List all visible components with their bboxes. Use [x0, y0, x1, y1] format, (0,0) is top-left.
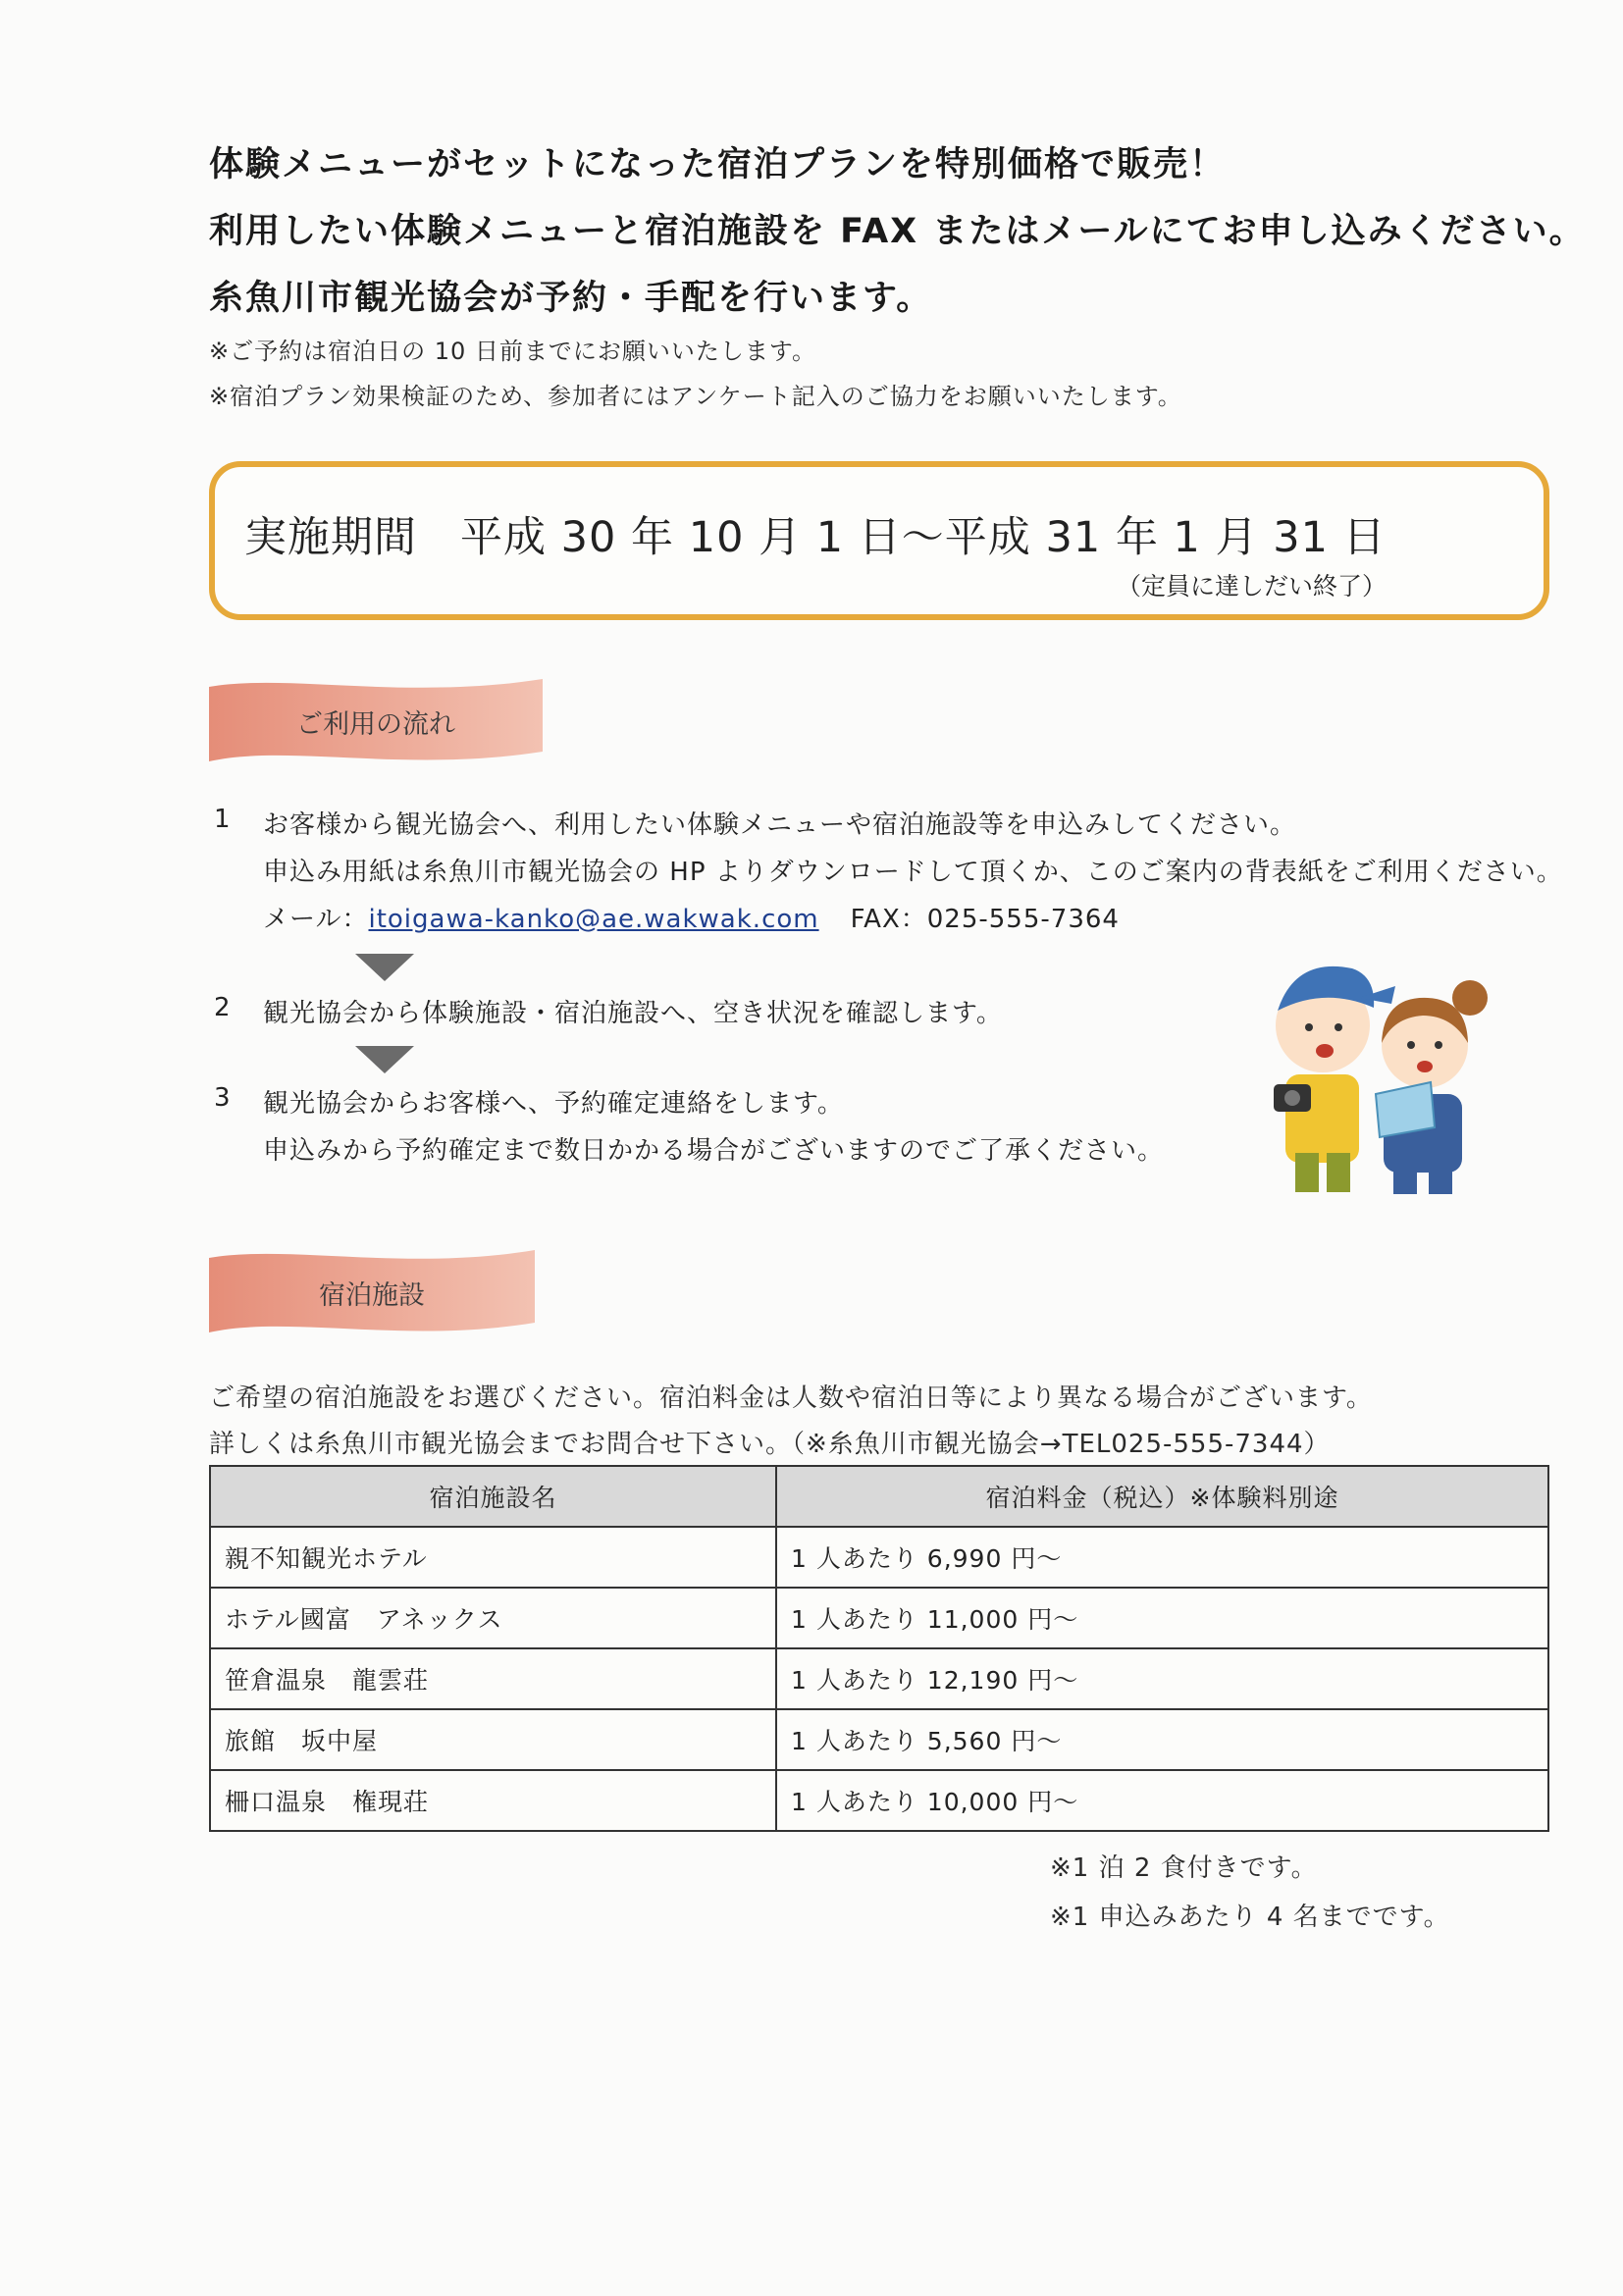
step-3-line-2: 申込みから予約確定まで数日かかる場合がございますのでご了承ください。 [263, 1136, 1165, 1166]
table-header-row [210, 1466, 1548, 1527]
table-row [210, 1648, 1548, 1709]
lodging-heading-ribbon [209, 1244, 535, 1338]
hotel-price: 1 人あたり 12,190 円～ [776, 1648, 1548, 1709]
headline-2: 利用したい体験メニューと宿泊施設を FAX またはメールにてお申し込みください。 [209, 212, 1586, 251]
hotel-name: ホテル國富 アネックス [210, 1588, 776, 1648]
step-2-number: 2 [214, 993, 231, 1022]
headline-1: 体験メニューがセットになった宿泊プランを特別価格で販売！ [209, 145, 1227, 184]
note-survey: ※宿泊プラン効果検証のため、参加者にはアンケート記入のご協力をお願いいたします。 [209, 383, 1182, 410]
hotel-price: 1 人あたり 6,990 円～ [776, 1527, 1548, 1588]
hotel-price: 1 人あたり 11,000 円～ [776, 1588, 1548, 1648]
column-header-price: 宿泊料金（税込）※体験料別途 [776, 1466, 1548, 1527]
period-box [209, 461, 1549, 620]
arrow-down-icon [355, 954, 414, 981]
period-capacity-note: （定員に達しだい終了） [1116, 572, 1387, 600]
lodging-table [209, 1465, 1549, 1832]
step-2-line-1: 観光協会から体験施設・宿泊施設へ、空き状況を確認します。 [263, 999, 1003, 1028]
mail-link[interactable]: itoigawa-kanko@ae.wakwak.com [368, 905, 819, 934]
lodging-heading: 宿泊施設 [319, 1280, 425, 1311]
contact-line [263, 899, 1120, 935]
step-1-number: 1 [214, 805, 231, 834]
hotel-name: 旅館 坂中屋 [210, 1709, 776, 1770]
footnote-limit: ※1 申込みあたり 4 名までです。 [1050, 1903, 1450, 1932]
hotel-name: 親不知観光ホテル [210, 1527, 776, 1588]
lodging-intro-2: 詳しくは糸魚川市観光協会までお問合せ下さい。（※糸魚川市観光協会→TEL025-555-7344） [209, 1430, 1331, 1459]
table-row [210, 1770, 1548, 1831]
mail-label: メール： [263, 905, 369, 934]
note-reservation: ※ご予約は宿泊日の 10 日前までにお願いいたします。 [209, 338, 816, 365]
lodging-intro-1: ご希望の宿泊施設をお選びください。宿泊料金は人数や宿泊日等により異なる場合がございます。 [209, 1383, 1373, 1413]
step-3-line-1: 観光協会からお客様へ、予約確定連絡をします。 [263, 1089, 844, 1119]
table-row [210, 1588, 1548, 1648]
step-1-line-1: お客様から観光協会へ、利用したい体験メニューや宿泊施設等を申込みしてください。 [263, 810, 1297, 840]
table-row [210, 1527, 1548, 1588]
flow-heading-ribbon [209, 673, 543, 767]
tourists-illustration [1266, 917, 1511, 1202]
flow-heading: ご利用の流れ [296, 709, 455, 740]
hotel-name: 柵口温泉 権現荘 [210, 1770, 776, 1831]
fax-number: FAX：025-555-7364 [850, 905, 1120, 934]
hotel-price: 1 人あたり 10,000 円～ [776, 1770, 1548, 1831]
footnote-meals: ※1 泊 2 食付きです。 [1050, 1853, 1318, 1883]
step-3-number: 3 [214, 1083, 231, 1113]
hotel-name: 笹倉温泉 龍雲荘 [210, 1648, 776, 1709]
column-header-name: 宿泊施設名 [210, 1466, 776, 1527]
tourists-icon [1266, 917, 1511, 1202]
hotel-price: 1 人あたり 5,560 円～ [776, 1709, 1548, 1770]
step-1-line-2: 申込み用紙は糸魚川市観光協会の HP よりダウンロードして頂くか、このご案内の背表紙をご利用ください。 [263, 858, 1563, 887]
period-dates: 実施期間 平成 30 年 10 月 1 日～平成 31 年 1 月 31 日 [244, 513, 1387, 562]
headline-3: 糸魚川市観光協会が予約・手配を行います。 [209, 279, 933, 318]
arrow-down-icon [355, 1046, 414, 1073]
table-row [210, 1709, 1548, 1770]
